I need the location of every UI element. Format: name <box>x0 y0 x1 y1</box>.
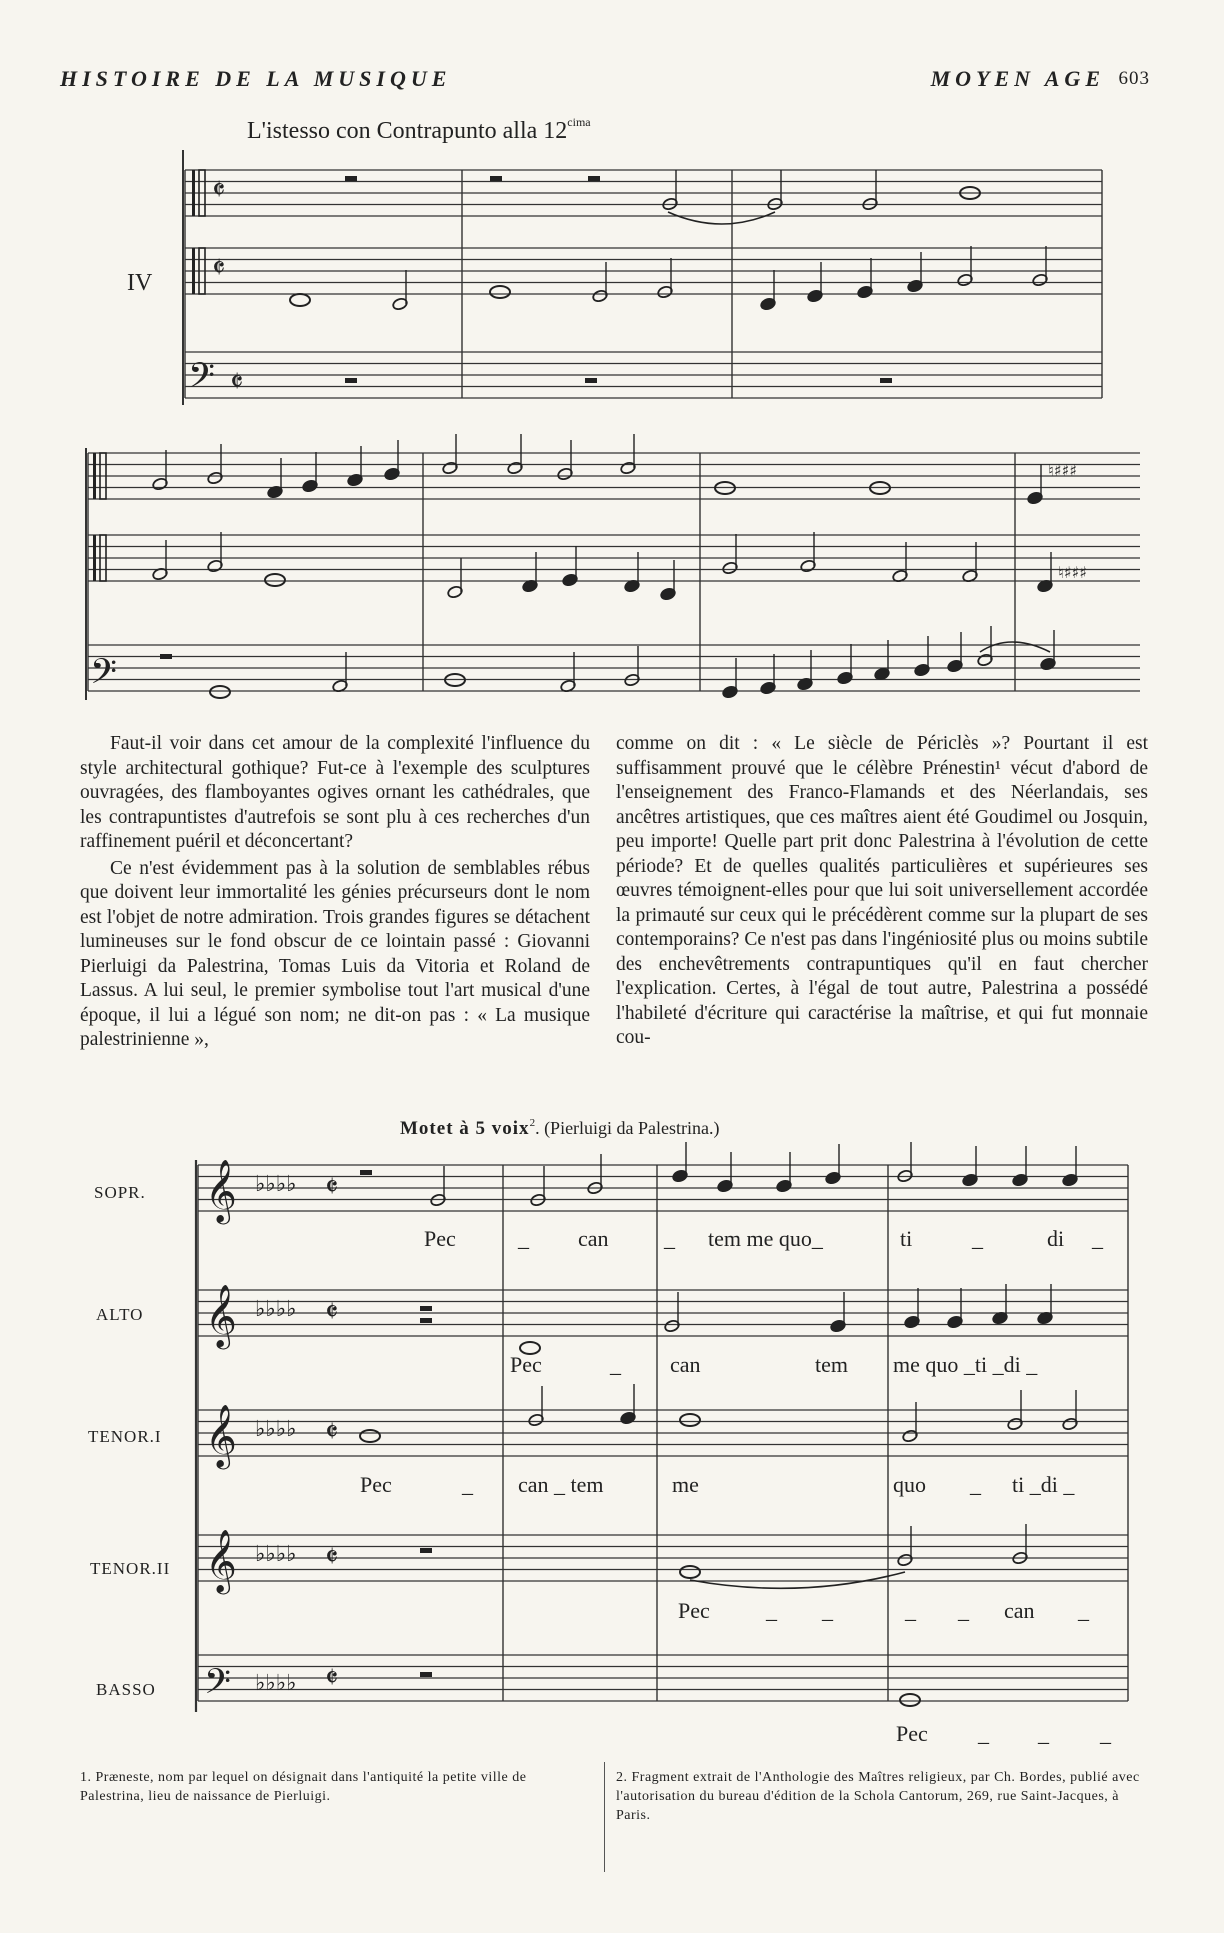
footnote-2: 2. Fragment extrait de l'Anthologie des Maîtres religieux, par Ch. Bordes, publié avec l'autorisation du bureau d'édition de la Schola Cantorum, 269, rue Saint-Jacques, à Paris. <box>616 1770 1140 1823</box>
rest <box>420 1306 432 1311</box>
paragraph: Ce n'est évidemment pas à la solution de semblables rébus que doivent leur immortalité les génies précurseurs dont le nom est l'objet de notre admiration. Trois grandes figures se détachent lumineuses sur le fond obscur de ce lointain passé : Giovanni Pierluigi da Palestrina, Tomas Luis da Vitoria et Roland de Lassus. A lui seul, le premier symbolise tout l'art musical d'une époque, il lui a légué son nom; ne dit-on pas : « La musique palestrinienne », <box>80 857 590 1050</box>
lyric-syllable: quo <box>893 1472 926 1497</box>
motet-caption <box>400 1117 720 1140</box>
lyric-syllable: _ <box>1092 1226 1103 1251</box>
rest <box>490 176 502 181</box>
treble-clef: 𝄞 <box>205 1284 237 1347</box>
lyric-syllable: _ <box>972 1226 983 1251</box>
whole-note <box>210 686 230 698</box>
lyric-syllable: me <box>672 1472 699 1497</box>
voice-label-basso: BASSO <box>96 1680 156 1699</box>
rest <box>880 378 892 383</box>
bass-clef: 𝄢 <box>188 355 216 404</box>
key-signature: ♭♭♭♭ <box>255 1297 297 1322</box>
running-head-title: HISTOIRE DE LA MUSIQUE <box>60 66 452 91</box>
text-column-left <box>80 732 590 1053</box>
fermata-mark: ♮♯♯♯ <box>1048 461 1077 480</box>
footnote-divider <box>604 1762 605 1872</box>
lyric-syllable: tem <box>815 1352 848 1377</box>
treble-clef: 𝄞 <box>205 1159 237 1222</box>
lyric-syllable: _ <box>462 1472 473 1497</box>
example-caption-text: L'istesso con Contrapunto alla 12 <box>247 118 568 144</box>
whole-note <box>680 1414 700 1426</box>
time-signature: 𝄵 <box>325 1540 339 1575</box>
rest <box>420 1672 432 1677</box>
c-clef <box>93 453 96 499</box>
time-signature: 𝄵 <box>325 1170 339 1205</box>
whole-note <box>360 1430 380 1442</box>
voice-label-soprano: SOPR. <box>94 1183 146 1202</box>
key-signature: ♭♭♭♭ <box>255 1671 297 1696</box>
paragraph: Faut-il voir dans cet amour de la complexité l'influence du style architectural gothique? Fut-ce à l'exemple des sculptures ouvragées, des flamboyantes ogives ornant les cathédrales, que les contrapuntistes d'autrefois se sont plu à ces recherches d'un raffinement puéril et déconcertant? <box>80 733 590 852</box>
lyric-syllable: _ <box>970 1472 981 1497</box>
roman-numeral: IV <box>127 270 153 296</box>
rest <box>345 378 357 383</box>
rest <box>588 176 600 181</box>
lyric-syllable: _ <box>664 1226 675 1251</box>
voice-label-tenor-2: TENOR.II <box>90 1559 171 1578</box>
key-signature: ♭♭♭♭ <box>255 1542 297 1567</box>
lyric-syllable: _ <box>905 1598 916 1623</box>
lyric-syllable: tem me quo_ <box>708 1226 823 1251</box>
time-signature: 𝄵 <box>325 1661 339 1696</box>
c-clef <box>192 248 195 294</box>
tie <box>690 1572 905 1588</box>
whole-note <box>265 574 285 586</box>
motet-title-sup: 2 <box>529 1117 536 1129</box>
key-signature: ♭♭♭♭ <box>255 1417 297 1442</box>
whole-note <box>290 294 310 306</box>
lyric-syllable: me quo _ti _di _ <box>893 1352 1038 1377</box>
page-number: 603 <box>1118 68 1150 89</box>
lyric-syllable: di <box>1047 1226 1065 1251</box>
rest <box>420 1318 432 1323</box>
time-signature: 𝄵 <box>325 1295 339 1330</box>
lyric-syllable: _ <box>766 1598 777 1623</box>
time-signature: 𝄵 <box>212 173 226 208</box>
whole-note <box>490 286 510 298</box>
lyric-syllable: _ <box>1100 1721 1111 1746</box>
time-signature: 𝄵 <box>230 365 244 400</box>
motet-subtitle: . (Pierluigi da Palestrina.) <box>535 1118 720 1138</box>
fermata-mark: ♮♯♯♯ <box>1058 563 1087 582</box>
text-column-right <box>616 732 1148 1051</box>
lyric-syllable: Pec <box>678 1598 710 1623</box>
rest <box>360 1170 372 1175</box>
bass-clef: 𝄢 <box>90 651 118 700</box>
rest <box>345 176 357 181</box>
time-signature: 𝄵 <box>325 1415 339 1450</box>
footnote-1: 1. Præneste, nom par lequel on désignait dans l'antiquité la petite ville de Palestrina, lieu de naissance de Pierluigi. <box>80 1770 527 1804</box>
lyric-syllable: can _ tem <box>518 1472 604 1497</box>
time-signature: 𝄵 <box>212 251 226 286</box>
c-clef <box>192 170 195 216</box>
running-head-section: MOYEN AGE <box>930 66 1105 91</box>
lyric-syllable: ti <box>900 1226 913 1251</box>
lyric-syllable: _ <box>958 1598 969 1623</box>
lyric-syllable: Pec <box>360 1472 392 1497</box>
treble-clef: 𝄞 <box>205 1529 237 1592</box>
lyric-syllable: Pec <box>510 1352 542 1377</box>
voice-label-tenor-1: TENOR.I <box>88 1427 162 1446</box>
lyric-syllable: Pec <box>896 1721 928 1746</box>
lyric-syllable: _ <box>610 1352 621 1377</box>
lyric-syllable: can <box>670 1352 701 1377</box>
lyric-syllable: ti _di _ <box>1012 1472 1075 1497</box>
rest <box>160 654 172 659</box>
bass-clef: 𝄢 <box>204 1661 232 1710</box>
lyric-syllable: _ <box>518 1226 529 1251</box>
rest <box>420 1548 432 1553</box>
lyric-syllable: _ <box>1078 1598 1089 1623</box>
whole-note <box>900 1694 920 1706</box>
lyric-syllable: _ <box>822 1598 833 1623</box>
c-clef <box>93 535 96 581</box>
whole-note <box>680 1566 700 1578</box>
lyric-syllable: Pec <box>424 1226 456 1251</box>
motet-title: Motet à 5 voix <box>400 1118 530 1139</box>
paragraph: comme on dit : « Le siècle de Périclès »? Pourtant il est suffisamment prouvé que le célèbre Prénestin¹ vécut d'abord de l'enseignement des Franco-Flamands et des Néerlandais, ses ancêtres artistiques, que ces maîtres aient été Goudimel ou Josquin, peu importe! Quelle part prit donc Palestrina à l'évolution de cette période? Et de quelles qualités particulières et supérieures ses œuvres témoignent-elles pour que lui soit universellement accordée la primauté sur ceux qui le précédèrent comme sur la plupart de ses contemporains? Ce n'est pas dans l'ingéniosité plus ou moins subtile des enchevêtrements contrapuntiques qu'il en faut chercher l'explication. Certes, à l'égal de tout autre, Palestrina a possédé l'habileté d'écriture qui caractérise la maîtrise, et qui fut monnaie cou- <box>616 733 1148 1048</box>
rest <box>585 378 597 383</box>
lyric-syllable: _ <box>1038 1721 1049 1746</box>
lyric-syllable: can <box>1004 1598 1035 1623</box>
lyric-syllable: can <box>578 1226 609 1251</box>
tie <box>668 212 775 224</box>
example-caption-sup: cima <box>567 115 591 129</box>
lyric-syllable: _ <box>978 1721 989 1746</box>
key-signature: ♭♭♭♭ <box>255 1172 297 1197</box>
treble-clef: 𝄞 <box>205 1404 237 1467</box>
voice-label-alto: ALTO <box>96 1305 144 1324</box>
